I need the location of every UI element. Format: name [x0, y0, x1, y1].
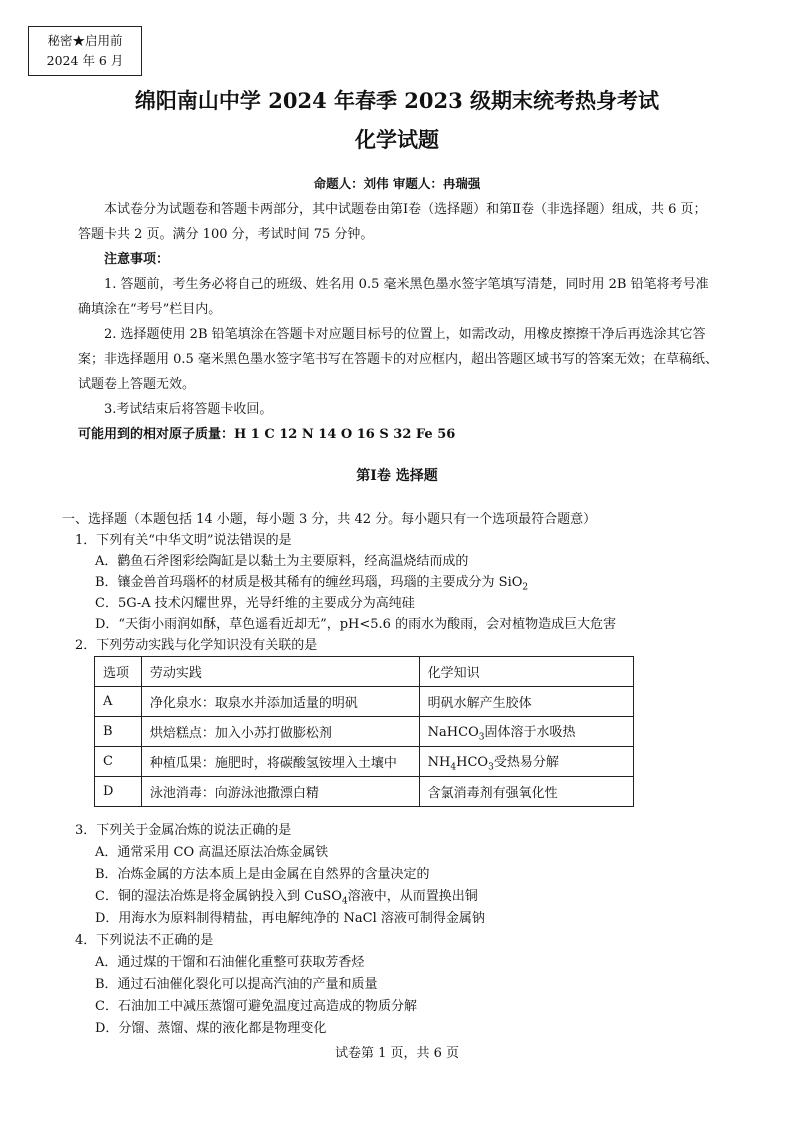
table-cell-knowledge: 含氯消毒剂有强氧化性 [419, 777, 633, 807]
table-header-row [95, 657, 634, 687]
page-footer: 试卷第 1 页，共 6 页 [334, 1046, 460, 1061]
confidential-stamp [28, 26, 142, 76]
table-header-cell: 选项 [95, 657, 142, 687]
note-1: 1. 答题前，考生务必将自己的班级、姓名用 0.5 毫米黑色墨水签字笔填写清楚，同时用 2B 铅笔将考号准确填涂在“考号”栏目内。 [78, 277, 709, 317]
q2-stem: 2．下列劳动实践与化学知识没有关联的是 [75, 638, 318, 653]
q3-option-d: D．用海水为原料制得精盐，再电解纯净的 NaCl 溶液可制得金属钠 [95, 911, 485, 926]
exam-subject: 化学试题 [355, 127, 439, 152]
table-cell-knowledge: 明矾水解产生胶体 [419, 687, 633, 717]
q1-option-b-sub: 2 [522, 582, 529, 593]
q1-option-d: D．“天街小雨润如酥，草色遥看近却无”，pH<5.6 的雨水为酸雨，会对植物造成巨大危害 [95, 617, 617, 632]
confidential-label: 秘密★启用前 [47, 33, 123, 48]
q1-option-a: A．鹳鱼石斧图彩绘陶缸是以黏土为主要原料，经高温烧结而成的 [95, 554, 469, 569]
q3-option-c-rest: 溶液中，从而置换出铜 [347, 889, 478, 904]
intro-paragraph: 本试卷分为试题卷和答题卡两部分，其中试题卷由第Ⅰ卷（选择题）和第Ⅱ卷（非选择题）组成，共 6 页；答题卡共 2 页。满分 100 分，考试时间 75 分钟。 [78, 202, 707, 242]
table-cell-knowledge [419, 717, 633, 747]
q3-option-a: A．通常采用 CO 高温还原法冶炼金属铁 [95, 845, 329, 860]
formula-sub: 3 [478, 732, 485, 743]
formula-rest: 受热易分解 [493, 754, 559, 770]
q4-option-b: B．通过石油催化裂化可以提高汽油的产量和质量 [95, 977, 378, 992]
table-row [95, 777, 634, 807]
q4-option-d: D．分馏、蒸馏、煤的液化都是物理变化 [95, 1021, 327, 1036]
atomic-mass-line: 可能用到的相对原子质量：H 1 C 12 N 14 O 16 S 32 Fe 56 [78, 427, 456, 442]
q3-stem: 3．下列关于金属冶炼的说法正确的是 [75, 823, 292, 838]
table-cell-practice: 烘焙糕点：加入小苏打做膨松剂 [141, 717, 419, 747]
table-cell-option: C [95, 747, 142, 777]
formula-sub: 4 [450, 762, 457, 773]
table-cell-knowledge [419, 747, 633, 777]
table-row [95, 717, 634, 747]
formula-text: NH [427, 754, 451, 770]
table-row [95, 747, 634, 777]
formula-mid: HCO [456, 754, 489, 770]
q4-option-a: A．通过煤的干馏和石油催化重整可获取芳香烃 [95, 955, 365, 970]
formula-sub: 3 [488, 762, 494, 773]
table-cell-practice: 净化泉水：取泉水并添加适量的明矾 [141, 687, 419, 717]
q2-table [94, 656, 634, 807]
exam-authors: 命题人：刘伟 审题人：冉瑞强 [313, 176, 481, 191]
table-cell-option: B [95, 717, 142, 747]
q4-stem: 4．下列说法不正确的是 [75, 933, 214, 948]
section-instructions: 一、选择题（本题包括 14 小题，每小题 3 分，共 42 分。每小题只有一个选项最符合题意） [62, 512, 597, 527]
table-header-cell: 劳动实践 [141, 657, 419, 687]
q1-option-c: C．5G-A 技术闪耀世界，光导纤维的主要成分为高纯硅 [95, 596, 415, 611]
table-row [95, 687, 634, 717]
note-3: 3.考试结束后将答题卡收回。 [104, 402, 273, 417]
formula-rest: 固体溶于水吸热 [484, 724, 576, 740]
section-title: 第Ⅰ卷 选择题 [356, 468, 438, 484]
q1-option-b-text: B．镶金兽首玛瑙杯的材质是极其稀有的缠丝玛瑙，玛瑙的主要成分为 SiO [95, 575, 523, 590]
notes-title: 注意事项： [104, 252, 170, 267]
q3-option-c-text: C．铜的湿法冶炼是将金属钠投入到 CuSO [95, 889, 342, 904]
q3-option-c-sub: 4 [341, 896, 348, 907]
table-cell-practice: 泳池消毒：向游泳池撒漂白精 [141, 777, 419, 807]
table-cell-practice: 种植瓜果：施肥时，将碳酸氢铵埋入土壤中 [141, 747, 419, 777]
confidential-date: 2024 年 6 月 [46, 53, 124, 68]
table-cell-option: D [95, 777, 142, 807]
formula-text: NaHCO [427, 724, 479, 740]
exam-title: 绵阳南山中学 2024 年春季 2023 级期末统考热身考试 [134, 88, 660, 113]
table-cell-option: A [95, 687, 142, 717]
q3-option-b: B．冶炼金属的方法本质上是由金属在自然界的含量决定的 [95, 867, 430, 882]
table-header-cell: 化学知识 [419, 657, 633, 687]
note-2: 2. 选择题使用 2B 铅笔填涂在答题卡对应题目标号的位置上，如需改动，用橡皮擦擦干净后再选涂其它答案；非选择题用 0.5 毫米黑色墨水签字笔书写在答题卡的对应框内，超出答题区域书写的答案无效；在草稿纸、试题卷上答题无效。 [78, 327, 718, 392]
q4-option-c: C．石油加工中减压蒸馏可避免温度过高造成的物质分解 [95, 999, 417, 1014]
q1-stem: 1．下列有关“中华文明”说法错误的是 [75, 533, 292, 548]
